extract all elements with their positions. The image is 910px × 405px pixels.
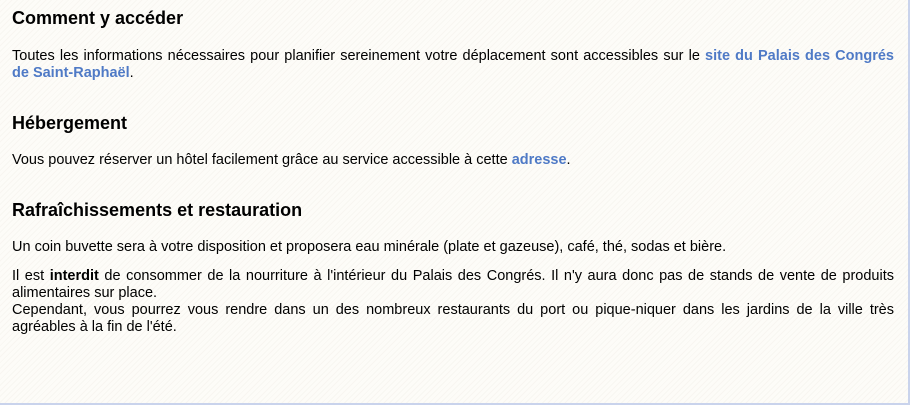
food-heading: Rafraîchissements et restauration bbox=[12, 200, 303, 220]
access-heading: Comment y accéder bbox=[12, 8, 184, 28]
lodging-text-end: . bbox=[566, 152, 571, 168]
food-rules-paragraph bbox=[12, 268, 894, 302]
refreshments-paragraph: Un coin buvette sera à votre disposition et proposera eau minérale (plate et gazeuse), café, thé, sodas et bière. bbox=[12, 239, 727, 255]
lodging-paragraph bbox=[12, 152, 894, 169]
lodging-heading: Hébergement bbox=[12, 113, 128, 133]
hotel-booking-link[interactable]: adresse bbox=[511, 152, 567, 168]
access-text-end: . bbox=[129, 65, 134, 81]
restaurants-paragraph: Cependant, vous pourrez vous rendre dans un des nombreux restaurants du port ou pique-niquer dans les jardins de la ville très agréables à la fin de l'été. bbox=[12, 302, 894, 335]
food-rules-text-end: de consommer de la nourriture à l'intérieur du Palais des Congrés. Il n'y aura donc pas de stands de vente de produits alimentaires sur place. bbox=[12, 268, 894, 301]
access-text: Toutes les informations nécessaires pour planifier sereinement votre déplacement sont accessibles sur le bbox=[12, 48, 706, 64]
food-rules-text: Il est bbox=[12, 268, 50, 284]
venue-site-link[interactable]: site du Palais des Congrés de Saint-Raphaël bbox=[12, 48, 894, 81]
forbidden-emphasis: interdit bbox=[49, 268, 99, 284]
lodging-text: Vous pouvez réserver un hôtel facilement grâce au service accessible à cette bbox=[12, 152, 512, 168]
access-paragraph bbox=[12, 48, 894, 82]
